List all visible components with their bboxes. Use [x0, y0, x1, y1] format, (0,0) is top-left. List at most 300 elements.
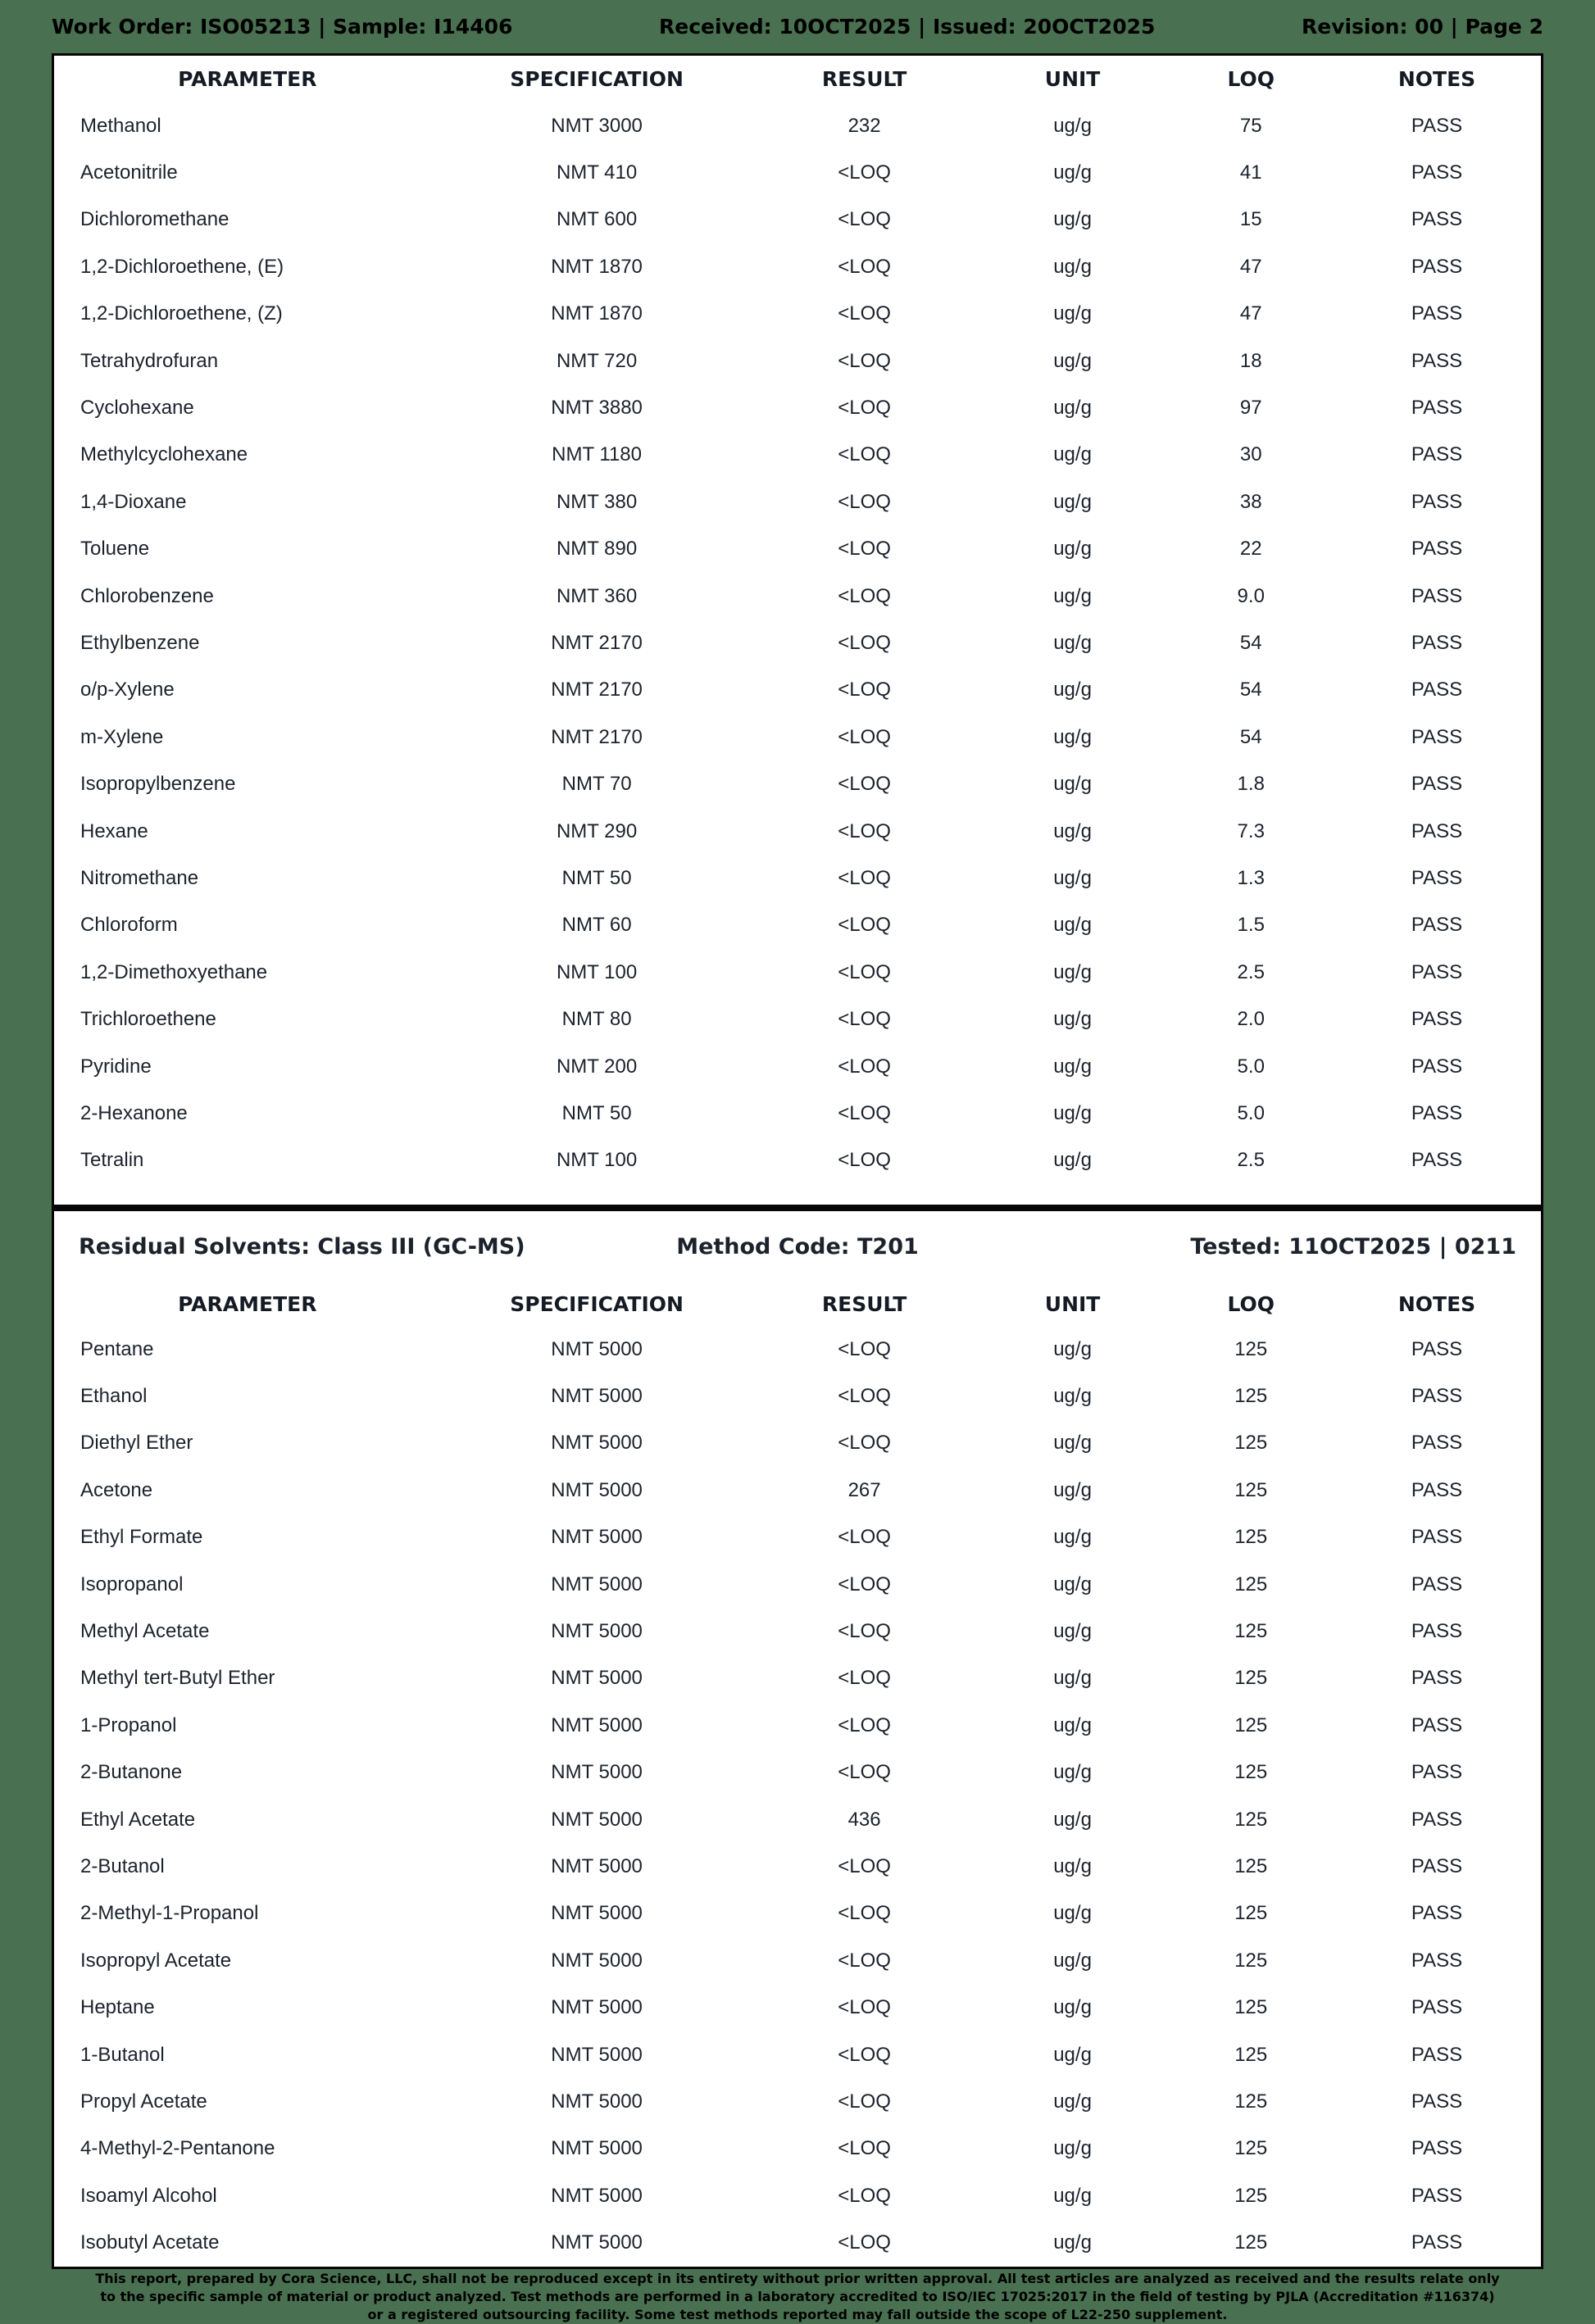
value-cell: NMT 410 — [556, 161, 638, 184]
parameter-cell: Isopropanol — [80, 1573, 184, 1595]
class3-section-box — [52, 1208, 1543, 2269]
value-cell: PASS — [1411, 2137, 1463, 2160]
table-row — [54, 1796, 1541, 1843]
value-cell: NMT 5000 — [551, 2184, 643, 2207]
value-cell: 125 — [1234, 1996, 1268, 2019]
value-cell: 9.0 — [1237, 584, 1265, 607]
table-row — [54, 384, 1541, 431]
parameter-cell: 1,2-Dimethoxyethane — [80, 960, 268, 983]
table-row — [54, 1702, 1541, 1749]
parameter-cell: Methanol — [80, 114, 161, 137]
parameter-cell: Chlorobenzene — [80, 584, 214, 607]
value-cell: <LOQ — [838, 2231, 891, 2254]
table-row — [54, 1420, 1541, 1467]
value-cell: NMT 890 — [556, 538, 638, 561]
value-cell: ug/g — [1053, 1573, 1092, 1595]
value-cell: <LOQ — [838, 397, 891, 420]
results-table-box-continued — [52, 53, 1543, 1208]
value-cell: NMT 5000 — [551, 1996, 643, 2019]
value-cell: NMT 1180 — [552, 443, 642, 466]
table-row — [54, 620, 1541, 666]
parameter-cell: Toluene — [80, 538, 150, 561]
parameter-cell: 2-Butanone — [80, 1761, 183, 1784]
value-cell: 54 — [1239, 725, 1262, 748]
parameter-cell: Diethyl Ether — [80, 1432, 193, 1455]
class3-residual-solvents-table — [54, 1283, 1541, 2267]
parameter-cell: Hexane — [80, 819, 148, 842]
value-cell: PASS — [1411, 161, 1463, 184]
column-header-result: RESULT — [821, 67, 907, 91]
parameter-cell: 1,4-Dioxane — [80, 490, 187, 513]
value-cell: 54 — [1239, 631, 1262, 654]
parameter-cell: Methylcyclohexane — [80, 443, 248, 466]
value-cell: PASS — [1411, 255, 1463, 278]
value-cell: 2.5 — [1237, 1149, 1265, 1172]
parameter-cell: 1-Butanol — [80, 2043, 165, 2066]
table-row — [54, 1467, 1541, 1514]
value-cell: <LOQ — [838, 2137, 891, 2160]
value-cell: PASS — [1411, 1101, 1463, 1124]
value-cell: NMT 5000 — [551, 1808, 643, 1831]
value-cell: ug/g — [1053, 725, 1092, 748]
value-cell: PASS — [1411, 1902, 1463, 1925]
value-cell: <LOQ — [838, 1949, 891, 1972]
value-cell: 38 — [1239, 490, 1262, 513]
value-cell: 41 — [1239, 161, 1262, 184]
table-row — [54, 1750, 1541, 1796]
report-header-bar — [0, 0, 1595, 53]
table-row — [54, 855, 1541, 901]
parameter-cell: Dichloromethane — [80, 208, 229, 231]
parameter-cell: m-Xylene — [80, 725, 164, 748]
value-cell: NMT 5000 — [551, 1478, 643, 1501]
table-row — [54, 102, 1541, 149]
value-cell: 97 — [1239, 397, 1262, 420]
parameter-cell: Methyl Acetate — [80, 1620, 210, 1643]
value-cell: NMT 1870 — [551, 302, 643, 325]
value-cell: NMT 720 — [556, 349, 638, 372]
table-row — [54, 1373, 1541, 1419]
value-cell: PASS — [1411, 1478, 1463, 1501]
value-cell: NMT 600 — [556, 208, 638, 231]
value-cell: NMT 5000 — [551, 1385, 643, 1408]
value-cell: NMT 5000 — [551, 2090, 643, 2113]
value-cell: <LOQ — [838, 490, 891, 513]
value-cell: PASS — [1411, 1008, 1463, 1031]
value-cell: 30 — [1239, 443, 1262, 466]
value-cell: 47 — [1239, 255, 1262, 278]
value-cell: <LOQ — [838, 1667, 891, 1690]
value-cell: ug/g — [1053, 1902, 1092, 1925]
value-cell: 18 — [1239, 349, 1262, 372]
value-cell: 125 — [1234, 2137, 1268, 2160]
value-cell: ug/g — [1053, 2090, 1092, 2113]
value-cell: <LOQ — [838, 679, 891, 701]
column-header-unit: UNIT — [1044, 1292, 1101, 1317]
value-cell: ug/g — [1053, 1385, 1092, 1408]
value-cell: NMT 290 — [556, 819, 638, 842]
table-row — [54, 243, 1541, 290]
parameter-cell: 1,2-Dichloroethene, (E) — [80, 255, 284, 278]
value-cell: NMT 5000 — [551, 2137, 643, 2160]
value-cell: 125 — [1234, 1761, 1268, 1784]
value-cell: 125 — [1234, 1432, 1268, 1455]
value-cell: 125 — [1234, 1854, 1268, 1877]
value-cell: <LOQ — [838, 2043, 891, 2066]
value-cell: ug/g — [1053, 1008, 1092, 1031]
value-cell: NMT 3000 — [551, 114, 643, 137]
table-row — [54, 526, 1541, 573]
work-order-sample-info: Work Order: ISO05213 | Sample: I14406 — [52, 15, 513, 39]
parameter-cell: Acetonitrile — [80, 161, 178, 184]
parameter-cell: 1-Propanol — [80, 1713, 177, 1736]
value-cell: NMT 5000 — [551, 2043, 643, 2066]
value-cell: 125 — [1234, 1478, 1268, 1501]
value-cell: <LOQ — [838, 631, 891, 654]
value-cell: <LOQ — [838, 1149, 891, 1172]
value-cell: 22 — [1239, 538, 1262, 561]
value-cell: ug/g — [1053, 631, 1092, 654]
table-row — [54, 1608, 1541, 1654]
parameter-cell: Trichloroethene — [80, 1008, 216, 1031]
table-row — [54, 1090, 1541, 1137]
value-cell: ug/g — [1053, 1713, 1092, 1736]
value-cell: <LOQ — [838, 1996, 891, 2019]
value-cell: ug/g — [1053, 866, 1092, 889]
value-cell: ug/g — [1053, 1478, 1092, 1501]
value-cell: 125 — [1234, 1808, 1268, 1831]
received-issued-dates: Received: 10OCT2025 | Issued: 20OCT2025 — [658, 15, 1156, 39]
value-cell: 436 — [847, 1808, 881, 1831]
value-cell: 125 — [1234, 1713, 1268, 1736]
value-cell: <LOQ — [838, 161, 891, 184]
value-cell: NMT 5000 — [551, 1526, 643, 1549]
value-cell: PASS — [1411, 1761, 1463, 1784]
value-cell: ug/g — [1053, 2043, 1092, 2066]
parameter-cell: Methyl tert-Butyl Ether — [80, 1667, 275, 1690]
table-row — [54, 996, 1541, 1042]
value-cell: NMT 5000 — [551, 1620, 643, 1643]
column-header-loq: LOQ — [1227, 67, 1275, 91]
value-cell: ug/g — [1053, 349, 1092, 372]
value-cell: 125 — [1234, 2043, 1268, 2066]
column-header-specification: SPECIFICATION — [510, 1292, 684, 1317]
value-cell: ug/g — [1053, 1101, 1092, 1124]
value-cell: 54 — [1239, 679, 1262, 701]
value-cell: PASS — [1411, 1620, 1463, 1643]
parameter-cell: Isoamyl Alcohol — [80, 2184, 217, 2207]
column-header-unit: UNIT — [1044, 67, 1101, 91]
value-cell: 232 — [847, 114, 881, 137]
value-cell: NMT 380 — [556, 490, 638, 513]
table-row — [54, 808, 1541, 855]
table-row — [54, 479, 1541, 525]
value-cell: <LOQ — [838, 255, 891, 278]
table-row — [54, 1655, 1541, 1702]
value-cell: PASS — [1411, 302, 1463, 325]
value-cell: 5.0 — [1237, 1101, 1265, 1124]
value-cell: ug/g — [1053, 255, 1092, 278]
parameter-cell: Tetralin — [80, 1149, 144, 1172]
value-cell: NMT 60 — [561, 914, 632, 937]
value-cell: ug/g — [1053, 1432, 1092, 1455]
value-cell: 267 — [847, 1478, 881, 1501]
value-cell: <LOQ — [838, 208, 891, 231]
value-cell: NMT 100 — [556, 1149, 638, 1172]
table-row — [54, 949, 1541, 996]
column-header-notes: NOTES — [1397, 67, 1476, 91]
value-cell: NMT 1870 — [551, 255, 643, 278]
value-cell: PASS — [1411, 1808, 1463, 1831]
value-cell: ug/g — [1053, 584, 1092, 607]
parameter-cell: Acetone — [80, 1478, 153, 1501]
value-cell: 5.0 — [1237, 1055, 1265, 1078]
parameter-cell: 1,2-Dichloroethene, (Z) — [80, 302, 283, 325]
value-cell: <LOQ — [838, 302, 891, 325]
value-cell: 125 — [1234, 2231, 1268, 2254]
value-cell: PASS — [1411, 1854, 1463, 1877]
value-cell: PASS — [1411, 584, 1463, 607]
value-cell: PASS — [1411, 1713, 1463, 1736]
value-cell: PASS — [1411, 773, 1463, 796]
column-header-result: RESULT — [821, 1292, 907, 1317]
parameter-cell: Isobutyl Acetate — [80, 2231, 220, 2254]
value-cell: <LOQ — [838, 1337, 891, 1360]
parameter-cell: Ethyl Acetate — [80, 1808, 196, 1831]
value-cell: NMT 5000 — [551, 1713, 643, 1736]
table-row — [54, 1326, 1541, 1373]
value-cell: NMT 50 — [561, 866, 632, 889]
value-cell: PASS — [1411, 208, 1463, 231]
table-row — [54, 2031, 1541, 2078]
parameter-cell: Pentane — [80, 1337, 154, 1360]
table-row — [54, 2219, 1541, 2266]
value-cell: PASS — [1411, 1667, 1463, 1690]
value-cell: PASS — [1411, 349, 1463, 372]
value-cell: ug/g — [1053, 819, 1092, 842]
value-cell: 75 — [1239, 114, 1262, 137]
report-disclaimer — [0, 2269, 1595, 2324]
value-cell: PASS — [1411, 819, 1463, 842]
value-cell: ug/g — [1053, 2184, 1092, 2207]
value-cell: PASS — [1411, 443, 1463, 466]
value-cell: <LOQ — [838, 725, 891, 748]
column-header-loq: LOQ — [1227, 1292, 1275, 1317]
value-cell: ug/g — [1053, 397, 1092, 420]
value-cell: PASS — [1411, 960, 1463, 983]
table-row — [54, 1984, 1541, 2031]
table-row — [54, 1137, 1541, 1184]
table-row — [54, 1043, 1541, 1090]
value-cell: 125 — [1234, 1337, 1268, 1360]
value-cell: ug/g — [1053, 161, 1092, 184]
value-cell: NMT 2170 — [551, 679, 643, 701]
value-cell: <LOQ — [838, 1526, 891, 1549]
column-header-notes: NOTES — [1397, 1292, 1476, 1317]
report-page-body — [52, 53, 1543, 2269]
value-cell: PASS — [1411, 1949, 1463, 1972]
disclaimer-line: or a registered outsourcing facility. Some test methods reported may fall outside the scope of L22-250 supplement. — [367, 2306, 1228, 2322]
revision-page-info: Revision: 00 | Page 2 — [1301, 15, 1543, 39]
parameter-cell: Nitromethane — [80, 866, 199, 889]
table-row — [54, 667, 1541, 714]
value-cell: PASS — [1411, 2231, 1463, 2254]
table-row — [54, 902, 1541, 949]
value-cell: <LOQ — [838, 914, 891, 937]
value-cell: 125 — [1234, 1573, 1268, 1595]
parameter-cell: Cyclohexane — [80, 397, 194, 420]
value-cell: <LOQ — [838, 1620, 891, 1643]
value-cell: <LOQ — [838, 2090, 891, 2113]
value-cell: <LOQ — [838, 819, 891, 842]
value-cell: 1.3 — [1237, 866, 1265, 889]
value-cell: 125 — [1234, 1949, 1268, 1972]
value-cell: PASS — [1411, 1996, 1463, 2019]
value-cell: NMT 200 — [556, 1055, 638, 1078]
parameter-cell: Ethyl Formate — [80, 1526, 203, 1549]
table-row — [54, 197, 1541, 243]
value-cell: ug/g — [1053, 538, 1092, 561]
value-cell: <LOQ — [838, 1385, 891, 1408]
tested-date: Tested: 11OCT2025 | 0211 — [1190, 1234, 1516, 1260]
value-cell: NMT 2170 — [551, 725, 643, 748]
value-cell: 7.3 — [1237, 819, 1265, 842]
value-cell: ug/g — [1053, 773, 1092, 796]
value-cell: NMT 5000 — [551, 1337, 643, 1360]
value-cell: ug/g — [1053, 1337, 1092, 1360]
value-cell: PASS — [1411, 1385, 1463, 1408]
value-cell: ug/g — [1053, 443, 1092, 466]
parameter-cell: Chloroform — [80, 914, 178, 937]
value-cell: ug/g — [1053, 1620, 1092, 1643]
value-cell: 47 — [1239, 302, 1262, 325]
value-cell: NMT 100 — [556, 960, 638, 983]
table-row — [54, 1843, 1541, 1890]
parameter-cell: Ethanol — [80, 1385, 148, 1408]
value-cell: PASS — [1411, 1149, 1463, 1172]
table-row — [54, 714, 1541, 760]
value-cell: ug/g — [1053, 1808, 1092, 1831]
value-cell: NMT 5000 — [551, 1667, 643, 1690]
value-cell: NMT 5000 — [551, 1949, 643, 1972]
value-cell: ug/g — [1053, 302, 1092, 325]
value-cell: NMT 80 — [561, 1008, 632, 1031]
column-header-row — [54, 56, 1541, 102]
table-row — [54, 2172, 1541, 2219]
parameter-cell: o/p-Xylene — [80, 679, 175, 701]
value-cell: ug/g — [1053, 914, 1092, 937]
value-cell: NMT 3880 — [551, 397, 643, 420]
value-cell: <LOQ — [838, 1055, 891, 1078]
table-row — [54, 760, 1541, 807]
table-row — [54, 2126, 1541, 2172]
value-cell: PASS — [1411, 1337, 1463, 1360]
value-cell: PASS — [1411, 1055, 1463, 1078]
value-cell: ug/g — [1053, 1996, 1092, 2019]
value-cell: NMT 5000 — [551, 1902, 643, 1925]
value-cell: PASS — [1411, 1573, 1463, 1595]
value-cell: ug/g — [1053, 960, 1092, 983]
value-cell: NMT 5000 — [551, 1761, 643, 1784]
table-row — [54, 1891, 1541, 1937]
disclaimer-line: This report, prepared by Cora Science, LLC, shall not be reproduced except in its entirety without prior written approval. All test articles are analyzed as received and the results relate only — [95, 2270, 1500, 2286]
value-cell: PASS — [1411, 631, 1463, 654]
value-cell: 125 — [1234, 1526, 1268, 1549]
value-cell: ug/g — [1053, 2231, 1092, 2254]
value-cell: <LOQ — [838, 1573, 891, 1595]
value-cell: 125 — [1234, 2184, 1268, 2207]
value-cell: <LOQ — [838, 349, 891, 372]
value-cell: ug/g — [1053, 1761, 1092, 1784]
value-cell: ug/g — [1053, 490, 1092, 513]
value-cell: ug/g — [1053, 679, 1092, 701]
value-cell: 1.8 — [1237, 773, 1265, 796]
value-cell: <LOQ — [838, 1761, 891, 1784]
value-cell: NMT 70 — [561, 773, 632, 796]
value-cell: NMT 5000 — [551, 1573, 643, 1595]
table-row — [54, 291, 1541, 338]
value-cell: <LOQ — [838, 1713, 891, 1736]
value-cell: PASS — [1411, 114, 1463, 137]
value-cell: PASS — [1411, 1526, 1463, 1549]
value-cell: 2.5 — [1237, 960, 1265, 983]
column-header-row — [54, 1283, 1541, 1326]
value-cell: <LOQ — [838, 2184, 891, 2207]
value-cell: 125 — [1234, 1667, 1268, 1690]
column-header-parameter: PARAMETER — [178, 67, 317, 91]
section-title: Residual Solvents: Class III (GC-MS) — [79, 1234, 525, 1260]
value-cell: PASS — [1411, 490, 1463, 513]
table-row — [54, 432, 1541, 479]
parameter-cell: Heptane — [80, 1996, 155, 2019]
parameter-cell: 2-Methyl-1-Propanol — [80, 1902, 259, 1925]
parameter-cell: 2-Hexanone — [80, 1101, 188, 1124]
value-cell: <LOQ — [838, 1432, 891, 1455]
value-cell: PASS — [1411, 397, 1463, 420]
value-cell: 2.0 — [1237, 1008, 1265, 1031]
value-cell: ug/g — [1053, 2137, 1092, 2160]
value-cell: ug/g — [1053, 114, 1092, 137]
table-row — [54, 573, 1541, 620]
table-row — [54, 149, 1541, 196]
parameter-cell: Propyl Acetate — [80, 2090, 207, 2113]
table-row — [54, 338, 1541, 384]
parameter-cell: 4-Methyl-2-Pentanone — [80, 2137, 275, 2160]
value-cell: <LOQ — [838, 1008, 891, 1031]
table-row — [54, 1561, 1541, 1608]
value-cell: PASS — [1411, 2184, 1463, 2207]
value-cell: 125 — [1234, 1902, 1268, 1925]
value-cell: PASS — [1411, 538, 1463, 561]
value-cell: NMT 5000 — [551, 1432, 643, 1455]
value-cell: PASS — [1411, 679, 1463, 701]
parameter-cell: Pyridine — [80, 1055, 152, 1078]
value-cell: <LOQ — [838, 866, 891, 889]
value-cell: PASS — [1411, 725, 1463, 748]
parameter-cell: Isopropylbenzene — [80, 773, 236, 796]
value-cell: <LOQ — [838, 773, 891, 796]
value-cell: <LOQ — [838, 960, 891, 983]
value-cell: <LOQ — [838, 1101, 891, 1124]
value-cell: PASS — [1411, 1432, 1463, 1455]
value-cell: PASS — [1411, 914, 1463, 937]
table-row — [54, 1937, 1541, 1984]
value-cell: ug/g — [1053, 1526, 1092, 1549]
parameter-cell: 2-Butanol — [80, 1854, 165, 1877]
value-cell: ug/g — [1053, 1149, 1092, 1172]
value-cell: NMT 5000 — [551, 1854, 643, 1877]
value-cell: ug/g — [1053, 1949, 1092, 1972]
